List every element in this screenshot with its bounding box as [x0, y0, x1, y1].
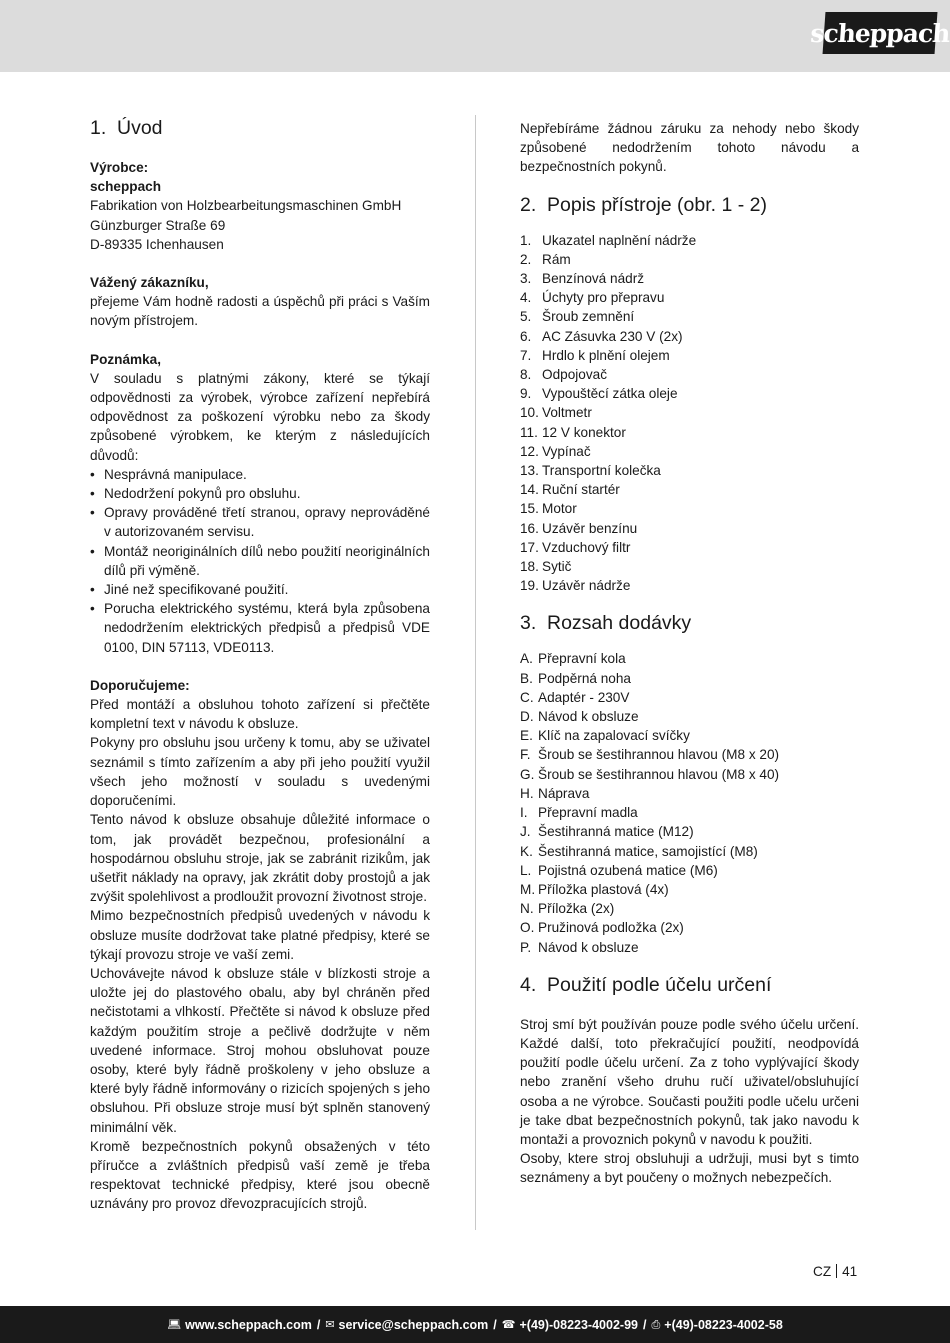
list-item: O. Pružinová podložka (2x): [520, 920, 684, 936]
warranty-intro: Nepřebíráme žádnou záruku za nehody nebo škody způsobené nedodržením tohoto návodu a bezpečnostních pokynů.: [520, 121, 859, 175]
list-item: 18. Sytič: [520, 559, 572, 575]
list-item: K. Šestihranná matice, samojistící (M8): [520, 843, 758, 859]
list-item: • Opravy prováděné třetí stranou, opravy neprováděné v autorizovaném servisu.: [90, 503, 430, 541]
list-item: I. Přepravní madla: [520, 805, 638, 821]
computer-icon: 💻︎: [167, 1318, 182, 1331]
recommend-paragraph: Pokyny pro obsluhu jsou určeny k tomu, aby se uživatel seznámil s tímto zařízením a aby při jeho použití využil všech jeho možností v souladu s uvedenými doporučeními.: [90, 735, 430, 809]
list-item: • Jiné než specifikované použití.: [90, 580, 430, 599]
list-item: E. Klíč na zapalovací svíčky: [520, 728, 690, 744]
dear-text: přejeme Vám hodně radosti a úspěchů při práci s Vaším novým přístrojem.: [90, 294, 430, 329]
list-item: 7. Hrdlo k plnění olejem: [520, 347, 670, 363]
list-item: 10. Voltmetr: [520, 405, 592, 421]
column-divider: [475, 115, 476, 1230]
recommend-paragraph: Před montáží a obsluhou tohoto zařízení si přečtěte kompletní text v návodu k obsluze.: [90, 697, 430, 732]
list-item: C. Adaptér - 230V: [520, 689, 630, 705]
maker-label: Výrobce:: [90, 160, 149, 175]
list-item: N. Příložka (2x): [520, 901, 615, 917]
recommend-paragraph: Kromě bezpečnostních pokynů obsažených v této příručce a zvláštních předpisů vaší země je třeba respektovat technické předpisy, které jsou obecně uznávány pro provoz dřevozpracujících strojů.: [90, 1138, 430, 1212]
recommend-paragraph: Mimo bezpečnostních předpisů uvedených v návodu k obsluze musíte dodržovat take platné předpisy, které se týkají provozu stroje ve vaší zemi.: [90, 908, 430, 962]
list-item: M. Příložka plastová (4x): [520, 881, 669, 897]
list-item: 15. Motor: [520, 501, 577, 517]
footer-bar: 💻︎ www.scheppach.com / ✉ service@scheppach.com / ☎ +(49)-08223-4002-99 / ⎙ +(49)-08223-4002-58: [0, 1306, 950, 1343]
list-item: 17. Vzduchový filtr: [520, 539, 631, 555]
recommend-label: Doporučujeme:: [90, 677, 190, 693]
section-3-heading: 3. Rozsah dodávky: [520, 612, 692, 635]
list-item: B. Podpěrná noha: [520, 670, 631, 686]
list-item: 9. Vypouštěcí zátka oleje: [520, 386, 678, 402]
list-item: 12. Vypínač: [520, 443, 591, 459]
note-label: Poznámka,: [90, 351, 162, 367]
envelope-icon: ✉: [325, 1318, 335, 1331]
list-item: D. Návod k obsluze: [520, 709, 639, 725]
intended-use-paragraph: Stroj smí být používán pouze podle svého účelu určení. Každé další, toto překračující použití, neodpovídá použití podle účelu určení. Za z toho vyplývající škody nebo zranění všeho druhu ručí uživatel/obsluhující osoba a ne výrobce. Současti použiti podle učelu určeni je take dbat bezpečnostních pokynů, tak jako navodu k montaži a provoznich pokynů v navodu k použiti.: [520, 1016, 859, 1147]
footer-mail[interactable]: service@scheppach.com: [338, 1317, 489, 1332]
list-item: • Montáž neoriginálních dílů nebo použití neoriginálních dílů při výměně.: [90, 542, 430, 580]
list-item: 16. Uzávěr benzínu: [520, 520, 638, 536]
list-item: 2. Rám: [520, 251, 571, 267]
recommend-paragraph: Tento návod k obsluze obsahuje důležité informace o tom, jak provádět bezpečnou, profesionální a hospodárnou obsluhu stroje, jak se zabránit rizikům, jak ušetřit náklady na opravy, jak zkrátit doby prostojů a jak zvýšit spolehlivost a prodloužit provozní životnost stroje.: [90, 812, 430, 905]
maker-line: Günzburger Straße 69: [90, 217, 226, 233]
footer-web[interactable]: www.scheppach.com: [185, 1317, 312, 1332]
list-item: F. Šroub se šestihrannou hlavou (M8 x 20): [520, 747, 780, 763]
list-item: H. Náprava: [520, 785, 590, 801]
delivery-list: [520, 649, 859, 956]
top-bar: [0, 0, 950, 72]
list-item: J. Šestihranná matice (M12): [520, 824, 694, 840]
note-bullet-list: [90, 465, 430, 657]
list-item: • Nedodržení pokynů pro obsluhu.: [90, 484, 430, 503]
section-4-heading: 4. Použití podle účelu určení: [520, 973, 772, 996]
maker-name: scheppach: [90, 179, 162, 195]
list-item: 5. Šroub zemnění: [520, 309, 635, 325]
right-column: [520, 119, 859, 1188]
list-item: L. Pojistná ozubená matice (M6): [520, 862, 718, 878]
list-item: 19. Uzávěr nádrže: [520, 578, 631, 594]
maker-line: D-89335 Ichenhausen: [90, 236, 224, 252]
footer-fax: +(49)-08223-4002-58: [664, 1317, 783, 1332]
phone-icon: ☎: [501, 1318, 516, 1331]
list-item: 13. Transportní kolečka: [520, 463, 661, 479]
list-item: • Nesprávná manipulace.: [90, 465, 430, 484]
list-item: 4. Úchyty pro přepravu: [520, 290, 665, 306]
section-1-heading: 1. Úvod: [90, 117, 163, 139]
list-item: • Porucha elektrického systému, která byla způsobena nedodržením elektrických předpisů a předpisů VDE 0100, DIN 57113, VDE0113.: [90, 599, 430, 657]
maker-line: Fabrikation von Holzbearbeitungsmaschinen GmbH: [90, 198, 402, 214]
list-item: G. Šroub se šestihrannou hlavou (M8 x 40): [520, 766, 780, 782]
list-item: A. Přepravní kola: [520, 651, 626, 667]
list-item: 8. Odpojovač: [520, 367, 607, 383]
parts-list: [520, 231, 859, 596]
list-item: P. Návod k obsluze: [520, 939, 639, 955]
footer-phone: +(49)-08223-4002-99: [519, 1317, 638, 1332]
section-2-heading: 2. Popis přístroje (obr. 1 - 2): [520, 193, 768, 216]
intended-use-paragraph: Osoby, ktere stroj obsluhuji a udržuji, musi byt s timto seznámeny a byt poučeny o možnych nebezpečích.: [520, 1151, 859, 1186]
recommend-paragraph: Uchovávejte návod k obsluze stále v blízkosti stroje a uložte jej do plastového obalu, aby byl chráněn před nečistotami a vlhkostí. Přečtěte si návod k obsluze před každým použitím stroje a pečlivě dodržujte v něm uvedené informace. Stroj mohou obsluhovat pouze osoby, které byly řádně proškoleny v jeho obsluze a které byly řádně informovány o rizicích spojených s jeho obsluhou. Při obsluze stroje musí být splněn stanovený minimální věk.: [90, 965, 430, 1135]
scheppach-logo: scheppach: [823, 12, 938, 54]
list-item: 6. AC Zásuvka 230 V (2x): [520, 328, 683, 344]
note-text: V souladu s platnými zákony, které se týkají odpovědnosti za výrobek, výrobce zařízení nepřebírá odpovědnost za poškození výrobku nebo za škody způsobené výrobkem, ke kterým z následujících důvodů:: [90, 370, 430, 463]
page-number: CZ 41: [813, 1264, 858, 1279]
list-item: 14. Ruční startér: [520, 482, 620, 498]
dear-label: Vážený zákazníku,: [90, 275, 209, 291]
list-item: 1. Ukazatel naplnění nádrže: [520, 232, 697, 248]
left-column: [90, 116, 430, 1214]
list-item: 3. Benzínová nádrž: [520, 271, 645, 287]
fax-icon: ⎙: [651, 1317, 661, 1331]
list-item: 11. 12 V konektor: [520, 424, 626, 440]
